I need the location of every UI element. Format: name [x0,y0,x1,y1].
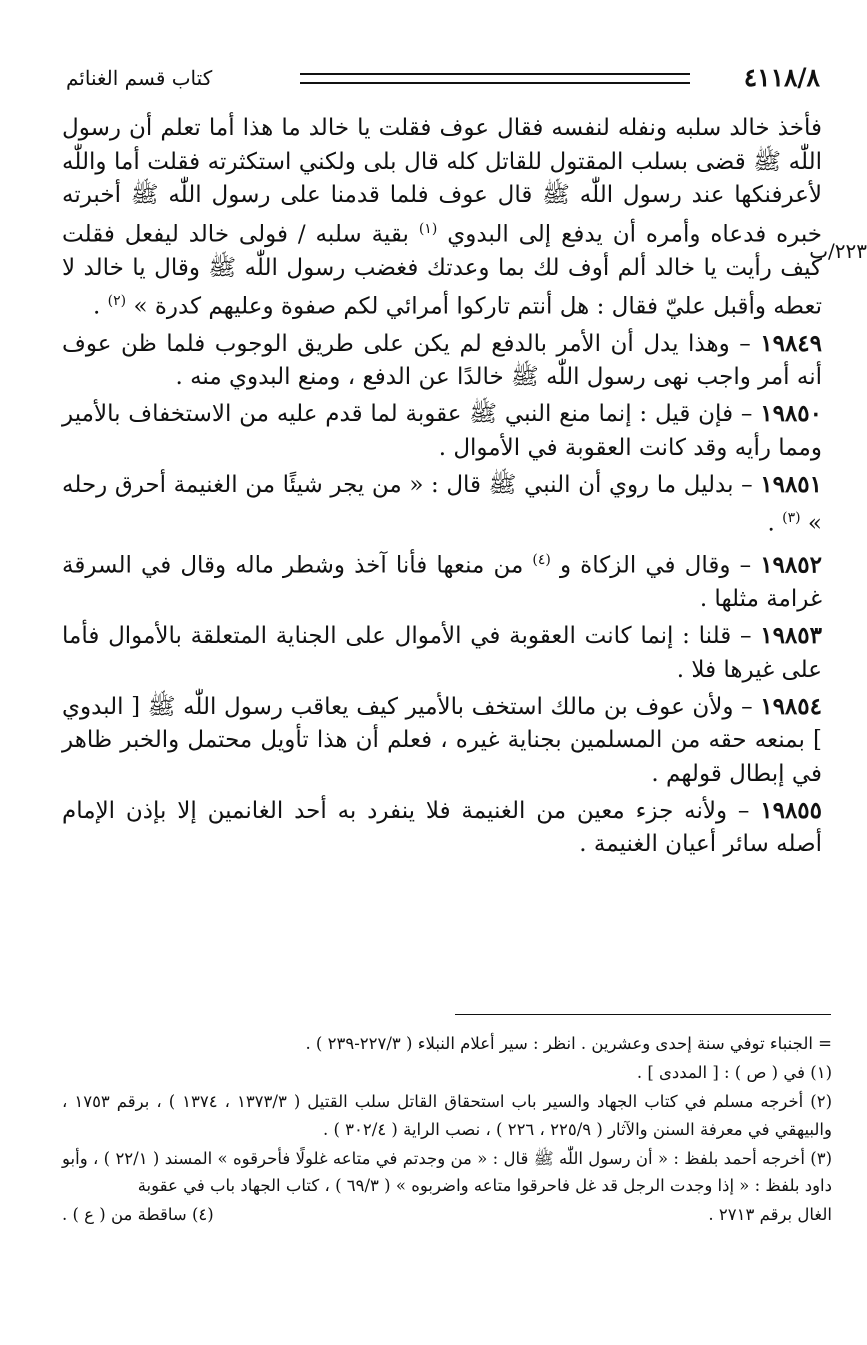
paragraph-text: من منعها فأنا آخذ وشطر ماله وقال في السرقة غرامة مثلها . [62,552,822,613]
paragraph [62,397,822,465]
paragraph-number: ١٩٨٥٣ [760,622,822,650]
paragraph-text: بقية سلبه / فولى خالد ليفعل فقلت كيف رأيت يا خالد ألم أوف لك بما وعدتك فغضب رسول اللّٰه ﷺ وقال يا خالد لا تعطه وأقبل عليّ فقال : هل أنتم تاركوا أمرائي لكم صفوة وعليهم كدرة » [62,221,822,320]
paragraph [62,468,822,542]
footnote-2: (٢) أخرجه مسلم في كتاب الجهاد والسير باب استحقاق القاتل سلب القتيل ( ١٣٧٣/٣ ، ١٣٧٤ ) ، برقم ١٧٥٣ ، والبيهقي في معرفة السنن والآثار ( ٢٢٥/٩ ، ٢٢٦ ) ، نصب الراية ( ٣٠٢/٤ ) . [62,1092,833,1139]
paragraph-continuation [62,112,822,324]
paragraph-text: – ولأن عوف بن مالك استخف بالأمير كيف يعاقب رسول اللّٰه ﷺ [ البدوي ] بمنعه حقه من المسلمين بجناية غيره ، فعلم أن هذا تأويل محتمل والخبر ظاهر في إبطال قولهم . [62,693,822,787]
paragraph-text: – قلنا : إنما كانت العقوبة في الأموال على الجناية المتعلقة بالأموال فأما على غيرها فلا . [62,623,822,683]
paragraph-text: . [767,510,775,537]
footnote-3-end: الغال برقم ٢٧١٣ . [708,1205,832,1224]
footnote-ref: (٢) [107,293,127,310]
footnotes [62,1030,832,1230]
paragraph-text: – بدليل ما روي أن النبي ﷺ قال : « من يجر شيئًا من الغنيمة أحرق رحله » [62,471,822,537]
margin-folio-note: ٢٢٣/ب [809,239,867,263]
footnote-ref: (٣) [782,510,801,527]
paragraph-text: – وقال في الزكاة و [559,552,752,579]
paragraph [62,327,822,395]
footnote-ref: (١) [418,220,438,237]
paragraph-number: ١٩٨٤٩ [760,329,823,357]
paragraph [62,690,822,792]
paragraph-number: ١٩٨٥٥ [760,796,823,824]
footnote-4: (٤) ساقطة من ( ع ) . [62,1205,214,1224]
paragraph-text: – وهذا يدل أن الأمر بالدفع لم يكن على طريق الوجوب فلما ظن عوف أنه أمر واجب نهى رسول اللّٰه ﷺ خالدًا عن الدفع ، ومنع البدوي منه . [62,330,822,391]
book-title: كتاب قسم الغنائم [66,66,213,90]
running-header [62,60,822,96]
paragraph [62,619,822,687]
footnote-ref: (٤) [532,551,551,568]
paragraph-text: – فإن قيل : إنما منع النبي ﷺ عقوبة لما قدم عليه من الاستخفاف بالأمير ومما رأيه وقد كانت العقوبة في الأموال . [62,401,822,461]
footnote-continuation: = الجنباء توفي سنة إحدى وعشرين . انظر : سير أعلام النبلاء ( ٢٢٧/٣-٢٣٩ ) . [305,1034,832,1053]
paragraph-number: ١٩٨٥١ [760,470,823,498]
footnote-separator [455,1014,831,1015]
paragraph-number: ١٩٨٥٤ [760,692,822,720]
paragraph [62,794,822,862]
main-text [62,112,822,864]
paragraph-text: – ولأنه جزء معين من الغنيمة فلا ينفرد به أحد الغانمين إلا بإذن الإمام أصله سائر أعيان الغنيمة . [62,797,822,858]
footnote-1: (١) في ( ص ) : [ المددى ] . [636,1063,832,1082]
footnote-3: (٣) أخرجه أحمد بلفظ : « أن رسول اللّٰه ﷺ قال : « من وجدتم في متاعه غلولًا فأحرقوه » المسند ( ٢٢/١ ) ، وأبو داود بلفظ : « إذا وجدت الرجل قد غل فاحرقوا متاعه واضربوه » ( ٦٩/٣ ) ، كتاب الجهاد باب في عقوبة [62,1148,832,1195]
page-number: ٤١١٨/٨ [743,63,820,92]
footnote-last-line [62,1201,832,1229]
header-double-rule [300,73,690,84]
paragraph-text: . [93,293,101,320]
paragraph-number: ١٩٨٥٢ [760,551,822,579]
paragraph-text: فأخذ خالد سلبه ونفله لنفسه فقال عوف فقلت يا خالد ما هذا أما تعلم أن رسول اللّٰه ﷺ قضى بسلب المقتول للقاتل كله قال بلى ولكني استكثرته فقلت أما واللّٰه لأعرفنكها عند رسول اللّٰه ﷺ قال عوف فلما قدمنا على رسول اللّٰه ﷺ أخبرته خبره فدعاه وأمره أن يدفع إلى البدوي [62,115,822,248]
paragraph-number: ١٩٨٥٠ [760,400,822,428]
paragraph [62,544,822,617]
